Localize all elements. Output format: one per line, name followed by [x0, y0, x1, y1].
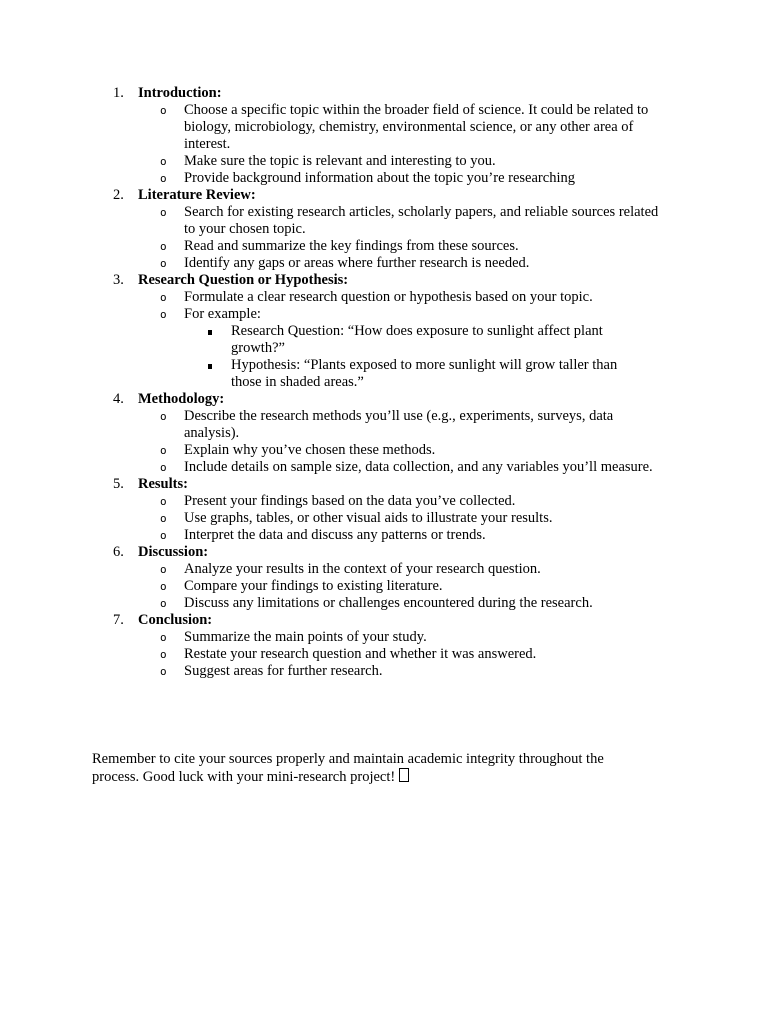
- circle-bullet-icon: o: [160, 291, 167, 304]
- section-title: Research Question or Hypothesis:: [138, 272, 349, 288]
- circle-bullet-icon: o: [160, 206, 167, 219]
- list-item: [0, 527, 768, 544]
- list-item-text: Include details on sample size, data collection, and any variables you’ll measure.: [184, 459, 653, 475]
- sub-list-item: [0, 323, 768, 357]
- list-item: [0, 595, 768, 612]
- list-item: [0, 289, 768, 306]
- section-items: [0, 561, 768, 612]
- outline-section: [0, 612, 768, 680]
- list-item-text: Summarize the main points of your study.: [184, 629, 427, 645]
- list-item: [0, 153, 768, 170]
- closing-text: Remember to cite your sources properly and maintain academic integrity throughout the process. Good luck with your mini-research project!: [92, 751, 604, 785]
- circle-bullet-icon: o: [160, 631, 167, 644]
- list-item-text: Explain why you’ve chosen these methods.: [184, 442, 436, 458]
- section-items: [0, 289, 768, 391]
- outline-section: [0, 85, 768, 187]
- list-item: [0, 238, 768, 255]
- research-outline: [0, 85, 768, 680]
- circle-bullet-icon: o: [160, 410, 167, 423]
- section-title: Results:: [138, 476, 188, 492]
- list-item-text: Analyze your results in the context of your research question.: [184, 561, 541, 577]
- list-item: [0, 408, 768, 442]
- section-items: [0, 204, 768, 272]
- sub-list-item-text: Hypothesis: “Plants exposed to more sunlight will grow taller than those in shaded areas.”: [231, 357, 618, 390]
- circle-bullet-icon: o: [160, 665, 167, 678]
- section-number: 1.: [113, 85, 124, 101]
- circle-bullet-icon: o: [160, 155, 167, 168]
- circle-bullet-icon: o: [160, 257, 167, 270]
- section-number: 3.: [113, 272, 124, 288]
- section-items: [0, 493, 768, 544]
- list-item-text: For example:: [184, 306, 261, 322]
- circle-bullet-icon: o: [160, 563, 167, 576]
- list-item: [0, 204, 768, 238]
- outline-section: [0, 544, 768, 612]
- sub-list: [0, 323, 768, 391]
- list-item-text: Present your findings based on the data you’ve collected.: [184, 493, 516, 509]
- list-item-text: Identify any gaps or areas where further research is needed.: [184, 255, 530, 271]
- circle-bullet-icon: o: [160, 308, 167, 321]
- circle-bullet-icon: o: [160, 512, 167, 525]
- outline-section: [0, 187, 768, 272]
- circle-bullet-icon: o: [160, 104, 167, 117]
- list-item-text: Provide background information about the topic you’re researching: [184, 170, 575, 186]
- closing-paragraph: [92, 751, 652, 786]
- list-item-text: Choose a specific topic within the broader field of science. It could be related to biology, microbiology, chemistry, environmental science, or any other area of interest.: [184, 102, 649, 152]
- list-item: [0, 663, 768, 680]
- circle-bullet-icon: o: [160, 597, 167, 610]
- section-number: 7.: [113, 612, 124, 628]
- list-item-text: Formulate a clear research question or hypothesis based on your topic.: [184, 289, 593, 305]
- list-item: [0, 510, 768, 527]
- circle-bullet-icon: o: [160, 495, 167, 508]
- section-title: Methodology:: [138, 391, 225, 407]
- section-title: Introduction:: [138, 85, 222, 101]
- list-item: [0, 442, 768, 459]
- section-title: Conclusion:: [138, 612, 213, 628]
- list-item: [0, 255, 768, 272]
- section-number: 6.: [113, 544, 124, 560]
- circle-bullet-icon: o: [160, 461, 167, 474]
- section-items: [0, 629, 768, 680]
- circle-bullet-icon: o: [160, 444, 167, 457]
- list-item-text: Suggest areas for further research.: [184, 663, 383, 679]
- circle-bullet-icon: o: [160, 648, 167, 661]
- outline-section: [0, 476, 768, 544]
- list-item: [0, 646, 768, 663]
- circle-bullet-icon: o: [160, 580, 167, 593]
- list-item: [0, 102, 768, 153]
- section-number: 2.: [113, 187, 124, 203]
- list-item: [0, 170, 768, 187]
- list-item-text: Restate your research question and whether it was answered.: [184, 646, 537, 662]
- section-items: [0, 408, 768, 476]
- outline-section: [0, 272, 768, 391]
- section-items: [0, 102, 768, 187]
- list-item: [0, 629, 768, 646]
- outline-section: [0, 391, 768, 476]
- square-bullet-icon: [208, 364, 212, 369]
- sub-list-item-text: Research Question: “How does exposure to sunlight affect plant growth?”: [231, 323, 603, 356]
- section-number: 5.: [113, 476, 124, 492]
- circle-bullet-icon: o: [160, 240, 167, 253]
- list-item-text: Interpret the data and discuss any patterns or trends.: [184, 527, 486, 543]
- section-title: Discussion:: [138, 544, 209, 560]
- list-item-text: Describe the research methods you’ll use (e.g., experiments, surveys, data analysis).: [184, 408, 614, 441]
- list-item-text: Use graphs, tables, or other visual aids to illustrate your results.: [184, 510, 553, 526]
- section-number: 4.: [113, 391, 124, 407]
- list-item-text: Search for existing research articles, scholarly papers, and reliable sources related to your chosen topic.: [184, 204, 659, 237]
- list-item: [0, 459, 768, 476]
- list-item: [0, 493, 768, 510]
- list-item: [0, 306, 768, 391]
- sub-list-item: [0, 357, 768, 391]
- list-item-text: Make sure the topic is relevant and interesting to you.: [184, 153, 496, 169]
- list-item-text: Read and summarize the key findings from these sources.: [184, 238, 519, 254]
- section-title: Literature Review:: [138, 187, 256, 203]
- circle-bullet-icon: o: [160, 172, 167, 185]
- circle-bullet-icon: o: [160, 529, 167, 542]
- square-bullet-icon: [208, 330, 212, 335]
- list-item: [0, 561, 768, 578]
- list-item-text: Discuss any limitations or challenges encountered during the research.: [184, 595, 593, 611]
- list-item-text: Compare your findings to existing literature.: [184, 578, 443, 594]
- missing-glyph-icon: [399, 768, 409, 782]
- list-item: [0, 578, 768, 595]
